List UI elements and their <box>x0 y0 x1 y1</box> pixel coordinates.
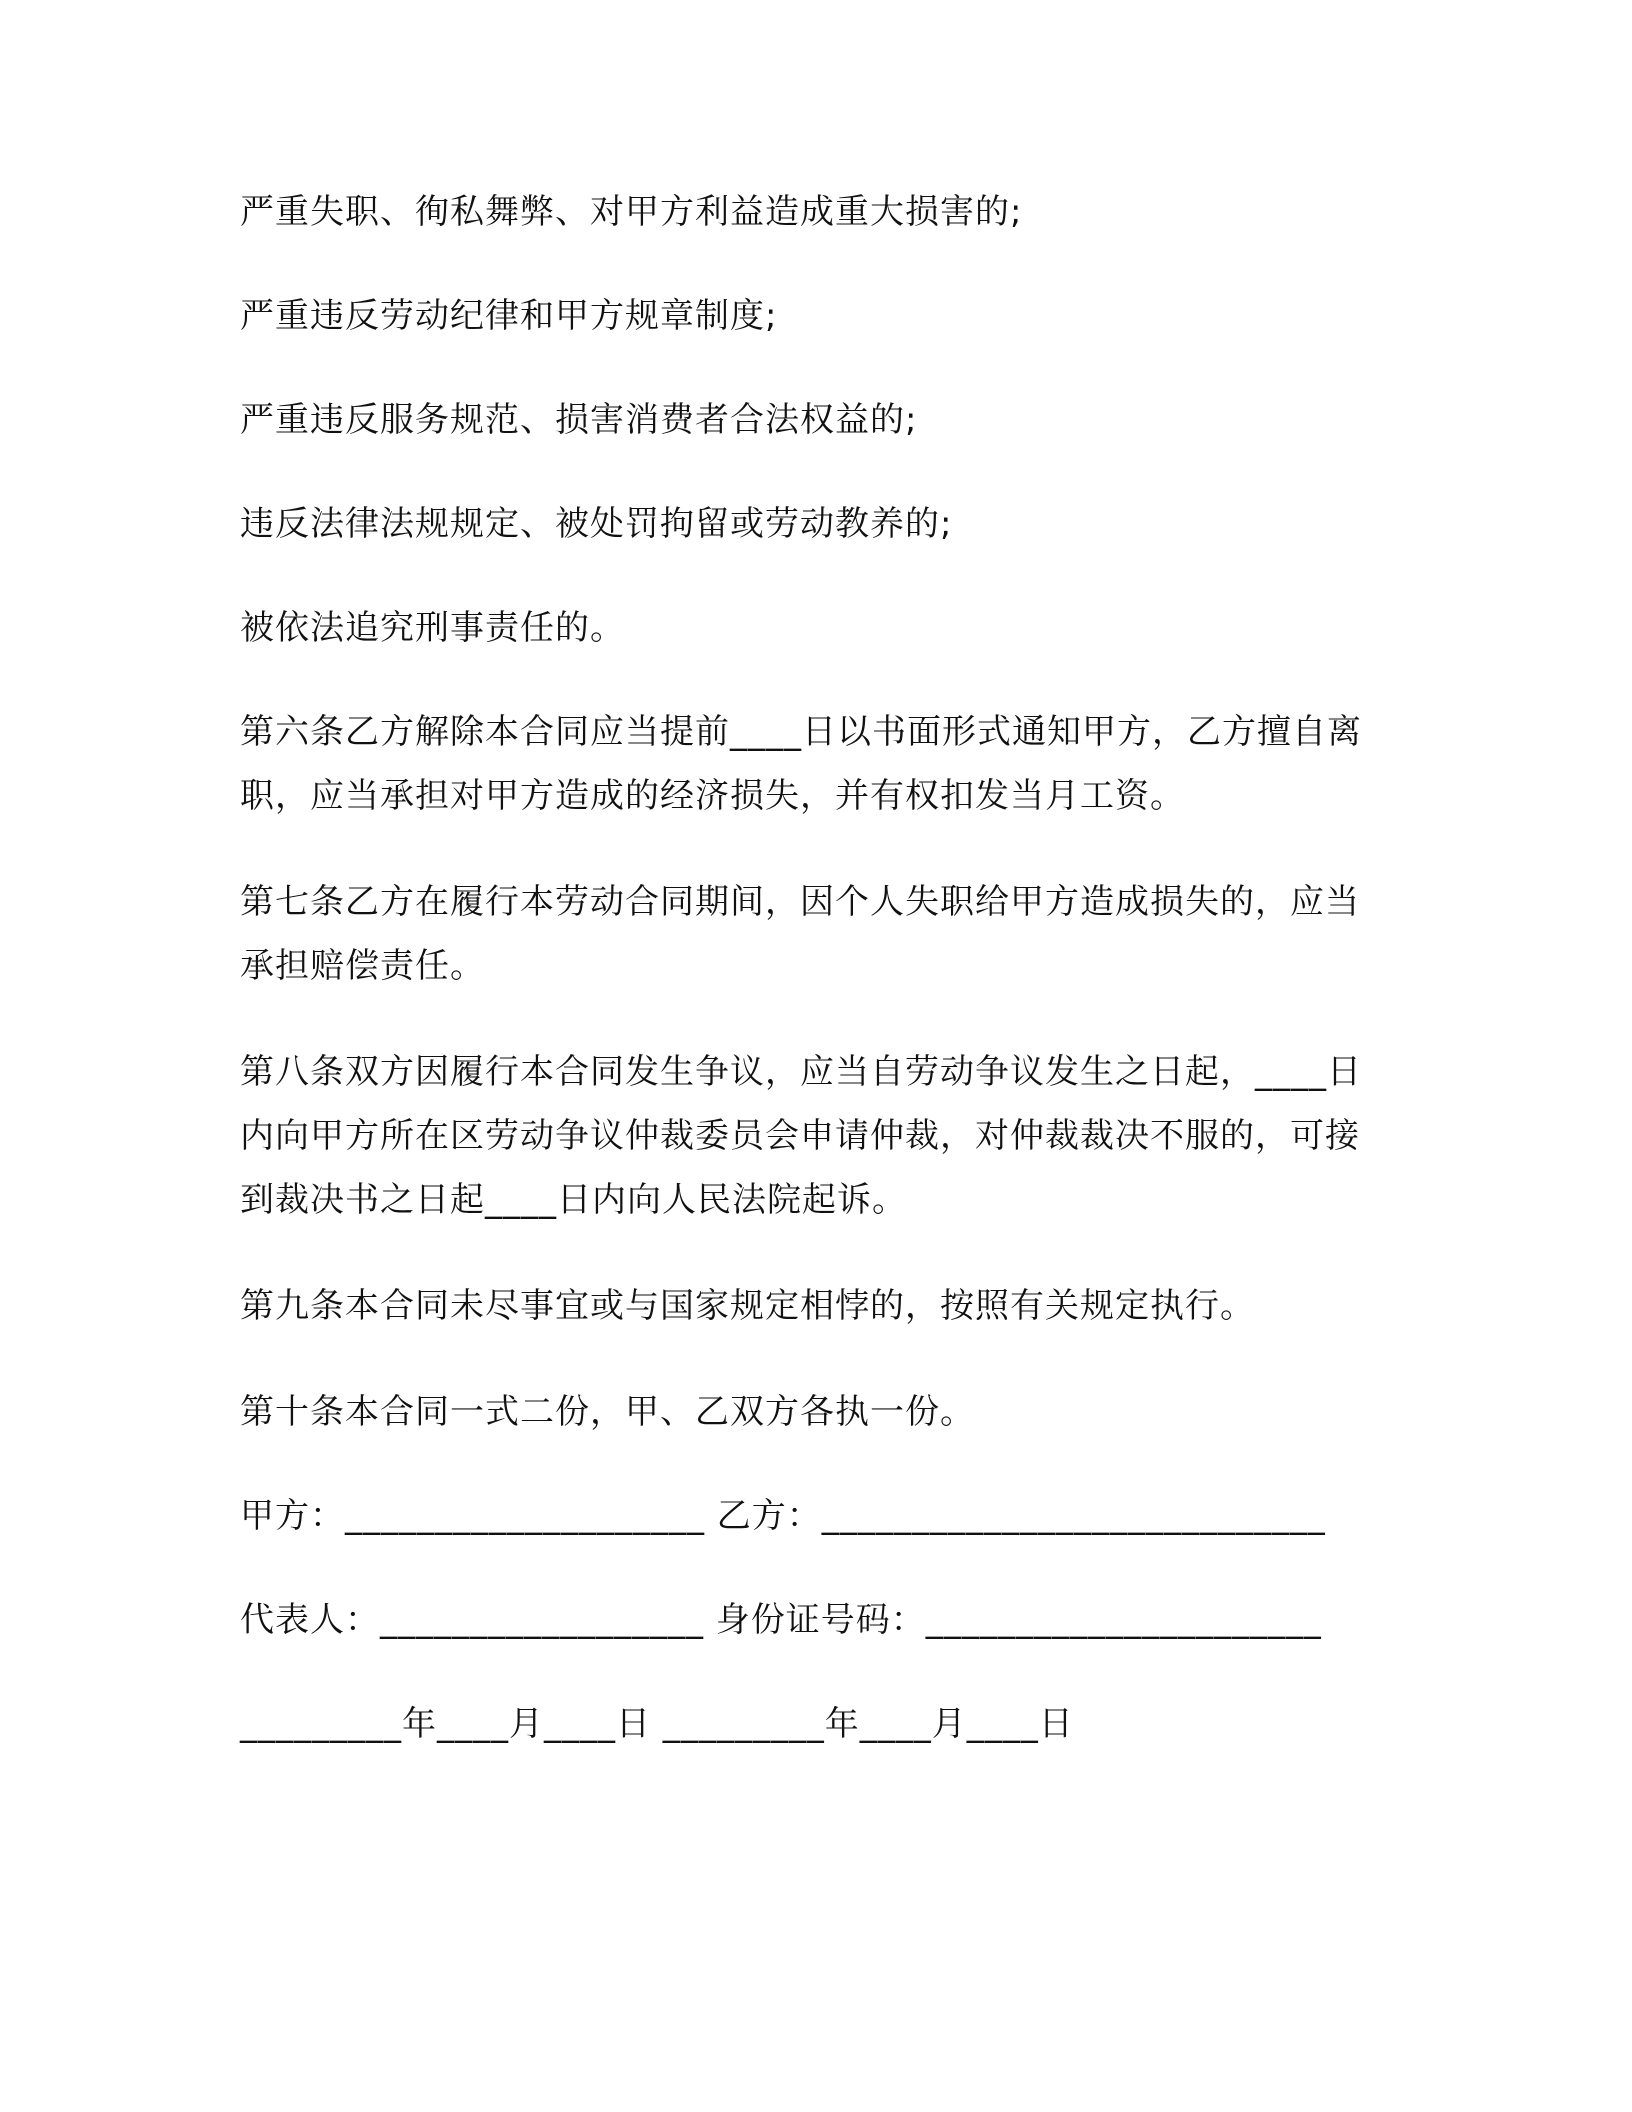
article-6: 第六条乙方解除本合同应当提前____日以书面形式通知甲方，乙方擅自离职，应当承担对甲方造成的经济损失，并有权扣发当月工资。 <box>240 712 1362 816</box>
article-9: 第九条本合同未尽事宜或与国家规定相悖的，按照有关规定执行。 <box>240 1286 1255 1326</box>
document-page <box>240 180 1380 1756</box>
clause-item-2: 严重违反劳动纪律和甲方规章制度; <box>240 296 778 336</box>
clause-item-3: 严重违反服务规范、损害消费者合法权益的; <box>240 400 918 440</box>
article-8: 第八条双方因履行本合同发生争议，应当自劳动争议发生之日起，____日内向甲方所在区劳动争议仲裁委员会申请仲裁，对仲裁裁决不服的，可接到裁决书之日起____日内向人民法院起诉。 <box>240 1052 1362 1220</box>
clause-item-4: 违反法律法规规定、被处罚拘留或劳动教养的; <box>240 504 953 544</box>
clause-item-5: 被依法追究刑事责任的。 <box>240 608 625 648</box>
article-7: 第七条乙方在履行本劳动合同期间，因个人失职给甲方造成损失的，应当承担赔偿责任。 <box>240 882 1360 986</box>
signature-party-line: 甲方：____________________ 乙方：____________________________ <box>240 1496 1326 1536</box>
clause-item-1: 严重失职、徇私舞弊、对甲方利益造成重大损害的; <box>240 192 1023 232</box>
signature-representative-line: 代表人：__________________ 身份证号码：______________________ <box>240 1600 1322 1640</box>
article-10: 第十条本合同一式二份，甲、乙双方各执一份。 <box>240 1392 975 1432</box>
signature-date-line: _________年____月____日 _________年____月____日 <box>240 1704 1074 1744</box>
